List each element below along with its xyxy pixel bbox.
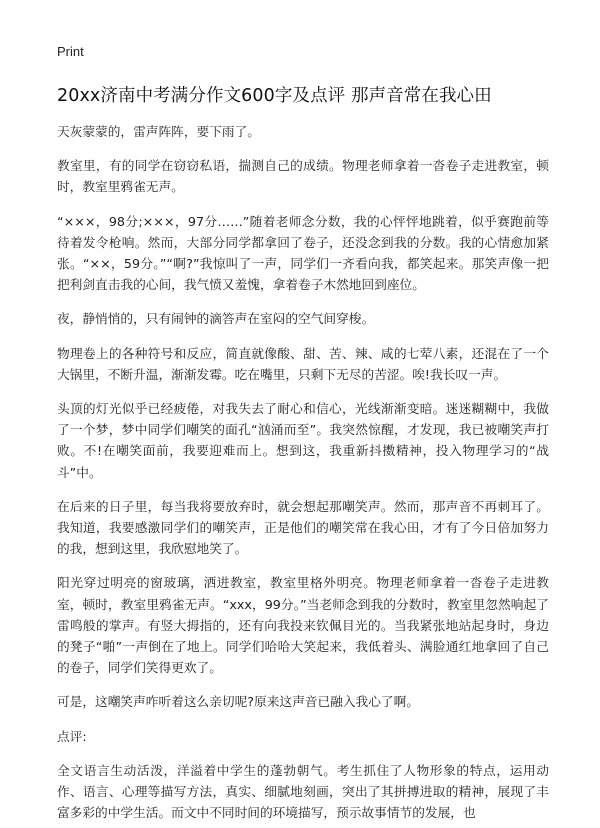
review-paragraph: 全文语言生动活泼，洋溢着中学生的蓬勃朝气。考生抓住了人物形象的特点，运用动作、语言、心理等描写方法，真实、细腻地刻画，突出了其拼搏进取的精神，展现了丰富多彩的中学生活。而文中不同时间的环境描写，预示故事情节的发展，也	[57, 762, 549, 821]
paragraph-2: 教室里，有的同学在窃窃私语，揣测自己的成绩。物理老师拿着一沓卷子走进教室，顿时，教室里鸦雀无声。	[57, 158, 549, 195]
review-heading: 点评:	[57, 728, 87, 744]
paragraph-8: 阳光穿过明亮的窗玻璃，洒进教室，教室里格外明亮。物理老师拿着一沓卷子走进教室，顿时，教室里鸦雀无声。“xxx，99分。”当老师念到我的分数时，教室里忽然响起了雷鸣般的掌声。有竖大拇指的，还有向我投来钦佩目光的。当我紧张地站起身时，身边的凳子“啪”一声倒在了地上。同学们哈哈大笑起来，我低着头、满脸通红地拿回了自己的卷子，同学们笑得更欢了。	[57, 575, 549, 676]
paragraph-9: 可是，这嘲笑声咋听着这么亲切呢?原来这声音已融入我心了啊。	[57, 694, 419, 710]
paragraph-6: 头顶的灯光似乎已经疲倦，对我失去了耐心和信心，光线渐渐变暗。迷迷糊糊中，我做了一个梦，梦中同学们嘲笑的面孔“汹涌而至”。我突然惊醒，才发现，我已被嘲笑声打败。不!在嘲笑面前，我要迎难而上。想到这，我重新抖擞精神，投入物理学习的“战斗”中。	[57, 401, 549, 480]
page-title: 20xx济南中考满分作文600字及点评 那声音常在我心田	[57, 86, 492, 106]
paragraph-1: 天灰蒙蒙的，雷声阵阵，要下雨了。	[57, 124, 260, 139]
paragraph-7: 在后来的日子里，每当我将要放弃时，就会想起那嘲笑声。然而，那声音不再刺耳了。我知道，我要感激同学们的嘲笑声，正是他们的嘲笑常在我心田，才有了今日倍加努力的我，想到这里，我欣慰地笑了。	[57, 498, 549, 557]
article-body	[57, 121, 549, 828]
paragraph-3: “×××，98分;×××，97分……”随着老师念分数，我的心怦怦地跳着，似乎赛跑前等待着发令枪响。然而，大部分同学都拿回了卷子，还没念到我的分数。我的心情愈加紧张。“××，59分。”“啊?”我惊叫了一声，同学们一齐看向我，都笑起来。那笑声像一把把利剑直击我的心间，我气愤又羞愧，拿着卷子木然地回到座位。	[57, 213, 549, 293]
paragraph-5: 物理卷上的各种符号和反应，简直就像酸、甜、苦、辣、咸的七荤八素，还混在了一个大锅里，不断升温，渐渐发霉。吃在嘴里，只剩下无尽的苦涩。唉!我长叹一声。	[57, 345, 549, 382]
print-link[interactable]: Print	[57, 44, 84, 59]
paragraph-4: 夜，静悄悄的，只有闹钟的滴答声在室闷的空气间穿梭。	[57, 311, 375, 327]
